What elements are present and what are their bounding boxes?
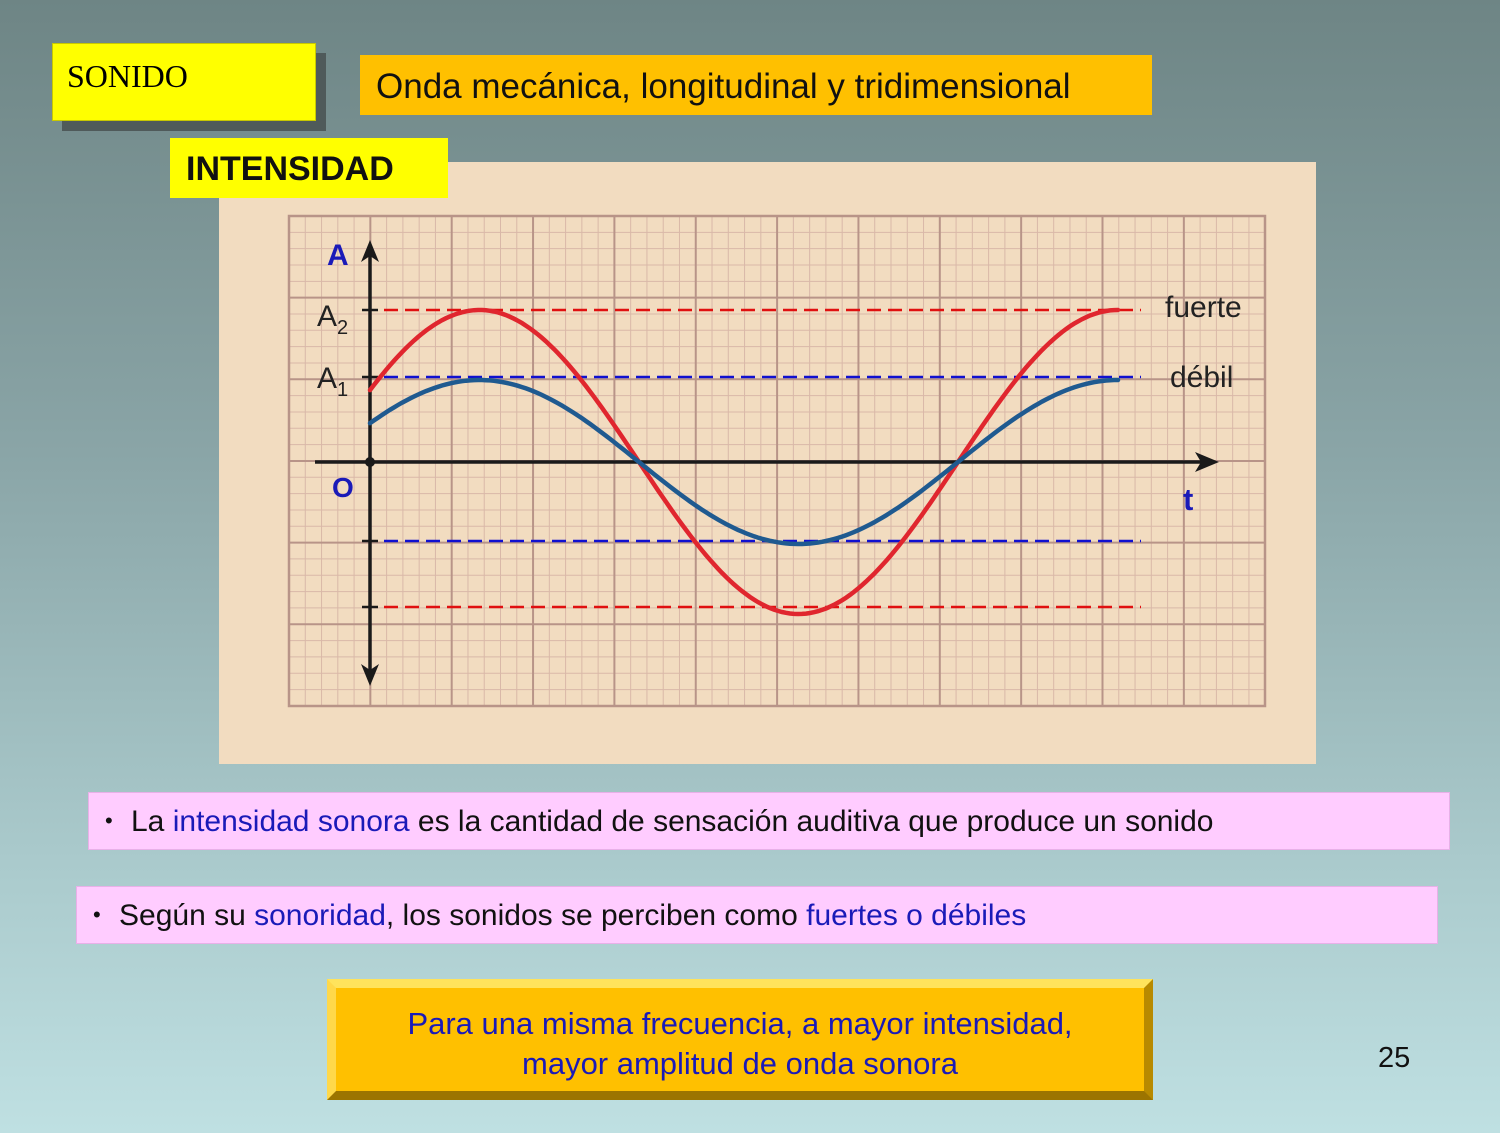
subtitle-box: [360, 55, 1152, 115]
title-box: [52, 43, 316, 121]
highlight-strong-weak: fuertes o débiles: [806, 899, 1027, 932]
conclusion-line-1: Para una misma frecuencia, a mayor intensidad,: [407, 1006, 1073, 1041]
origin-point: [365, 457, 375, 467]
y-axis-label: A: [327, 239, 349, 272]
section-title: INTENSIDAD: [186, 150, 394, 188]
weak-label: débil: [1170, 361, 1234, 394]
section-box: [170, 138, 448, 198]
info-box-intensity: [88, 792, 1450, 850]
slide-title: SONIDO: [67, 58, 188, 94]
conclusion-box: [327, 979, 1153, 1100]
slide-subtitle: Onda mecánica, longitudinal y tridimensional: [376, 67, 1071, 106]
info-box-loudness: [76, 886, 1438, 944]
highlight-intensity: intensidad sonora: [172, 805, 410, 838]
a2-label: $A_2$: [317, 300, 349, 339]
strong-label: fuerte: [1165, 291, 1242, 324]
info-text-loudness: • Según su sonoridad, los sonidos se perciben como fuertes o débiles: [93, 899, 1027, 932]
bullet-icon: •: [93, 902, 101, 927]
origin-label: O: [332, 472, 354, 503]
conclusion-line-2: mayor amplitud de onda sonora: [522, 1046, 958, 1081]
a1-label: $A_1$: [317, 362, 349, 401]
page-number: 25: [1378, 1042, 1411, 1074]
bullet-icon: •: [105, 808, 113, 833]
x-axis-label: t: [1183, 482, 1194, 517]
info-text-intensity: • La intensidad sonora es la cantidad de sensación auditiva que produce un sonido: [105, 805, 1214, 838]
highlight-loudness: sonoridad: [254, 899, 386, 932]
amplitude-diagram: [219, 162, 1316, 764]
